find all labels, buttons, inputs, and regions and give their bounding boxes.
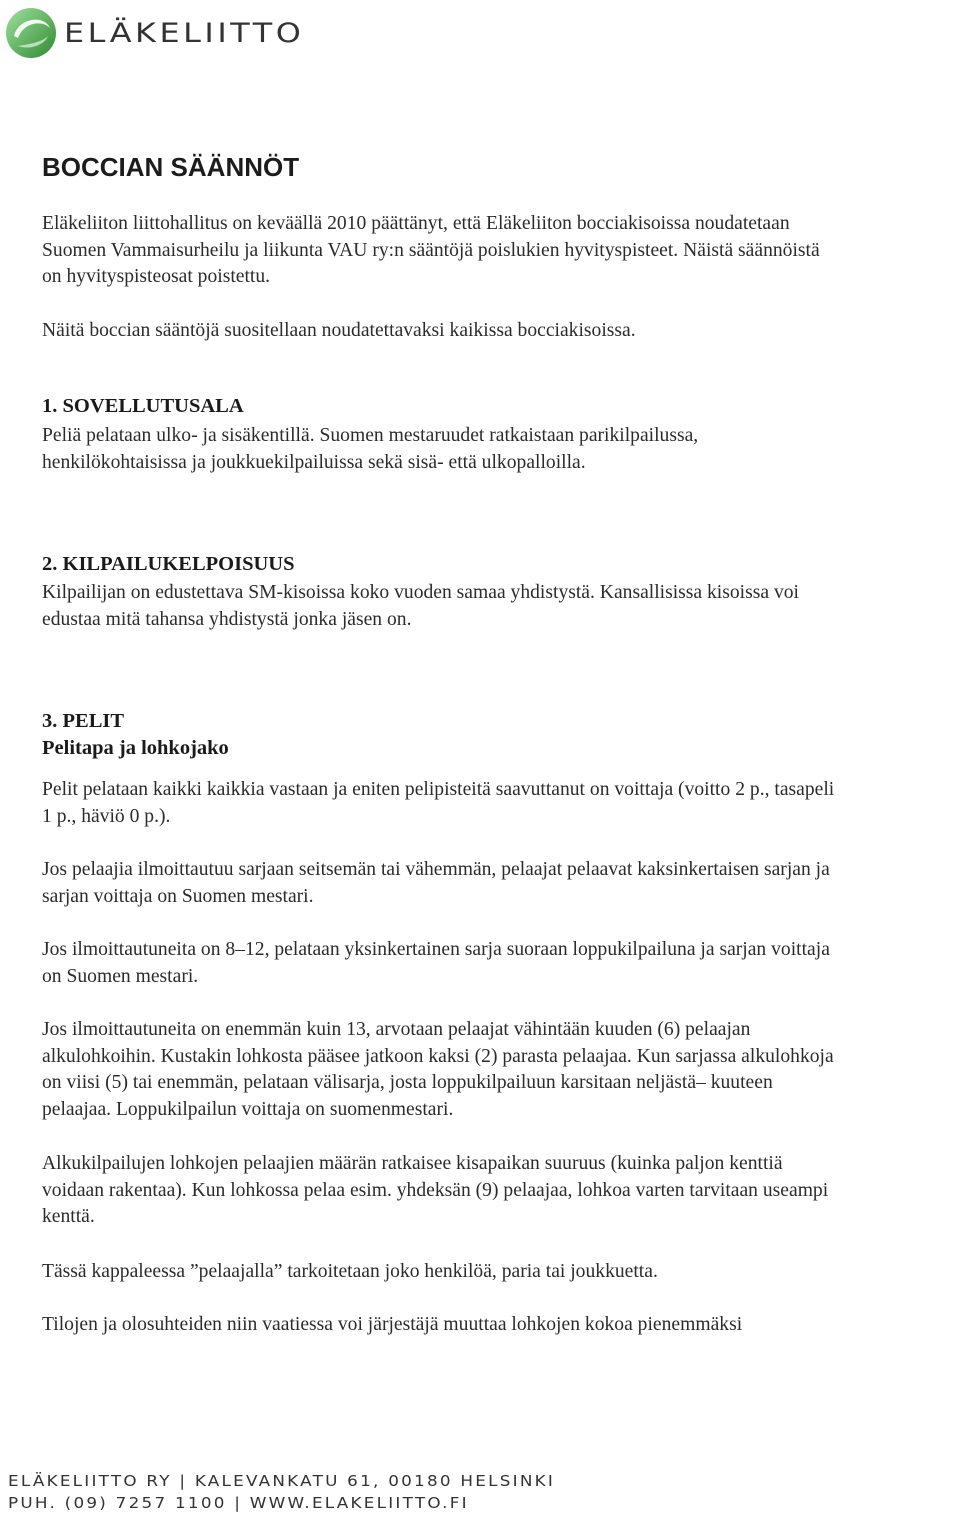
text-line: Jos ilmoittautuneita on 8–12, pelataan yksinkertainen sarja suoraan loppukilpailuna ja sarjan voittaja xyxy=(42,939,830,960)
text-line: Alkukilpailujen lohkojen pelaajien määrän ratkaisee kisapaikan suuruus (kuinka paljon kenttiä xyxy=(42,1153,783,1174)
intro-paragraph xyxy=(42,211,960,291)
text-line: Jos ilmoittautuneita on enemmän kuin 13, arvotaan pelaajat vähintään kuuden (6) pelaajan xyxy=(42,1019,751,1040)
text-line: Suomen Vammaisurheilu ja liikunta VAU ry:n sääntöjä poislukien hyvityspisteet. Näistä säännöistä xyxy=(42,239,820,261)
section-paragraph xyxy=(42,1151,960,1231)
text-line: kenttä. xyxy=(42,1206,95,1227)
logo-swirl-icon xyxy=(4,6,58,60)
text-line: Pelit pelataan kaikki kaikkia vastaan ja eniten pelipisteitä saavuttanut on voittaja (voitto 2 p., tasapeli xyxy=(42,779,835,800)
text-line: henkilökohtaisissa ja joukkuekilpailuissa sekä sisä- että ulkopalloilla. xyxy=(42,451,586,473)
text-line: Peliä pelataan ulko- ja sisäkentillä. Suomen mestaruudet ratkaistaan parikilpailussa, xyxy=(42,425,699,446)
section-heading: 2. KILPAILUKELPOISUUS xyxy=(42,553,295,575)
footer-contact: PUH. (09) 7257 1100 | WWW.ELAKELIITTO.FI xyxy=(8,1494,469,1512)
text-line: 1 p., häviö 0 p.). xyxy=(42,805,171,827)
section-paragraph xyxy=(42,937,960,990)
text-line: on viisi (5) tai enemmän, pelataan välisarja, josta loppukilpailuun karsitaan neljästä– kuuteen xyxy=(42,1072,773,1093)
intro-paragraph xyxy=(42,318,960,345)
section-paragraph xyxy=(42,1259,960,1286)
text-line: pelaajaa. Loppukilpailun voittaja on suomenmestari. xyxy=(42,1098,454,1120)
logo-wordmark: ELÄKELIITTO xyxy=(64,17,305,49)
section-heading: 3. PELIT xyxy=(42,710,125,732)
text-line: on Suomen mestari. xyxy=(42,965,199,987)
section-paragraph xyxy=(42,857,960,910)
text-line: Kilpailijan on edustettava SM-kisoissa koko vuoden samaa yhdistystä. Kansallisissa kisoissa voi xyxy=(42,582,799,603)
text-line: voidaan rakentaa). Kun lohkossa pelaa esim. yhdeksän (9) pelaajaa, lohkoa varten tarvitaan useampi xyxy=(42,1179,829,1201)
section-subheading: Pelitapa ja lohkojako xyxy=(42,737,229,759)
text-line: Näitä boccian sääntöjä suositellaan noudatettavaksi kaikissa bocciakisoissa. xyxy=(42,320,636,341)
text-line: sarjan voittaja on Suomen mestari. xyxy=(42,885,314,907)
text-line: Jos pelaajia ilmoittautuu sarjaan seitsemän tai vähemmän, pelaajat pelaavat kaksinkertaisen sarjan ja xyxy=(42,859,830,880)
section-paragraph xyxy=(42,1017,960,1123)
organization-logo xyxy=(4,2,305,64)
text-line: edustaa mitä tahansa yhdistystä jonka jäsen on. xyxy=(42,608,412,630)
text-line: on hyvityspisteosat poistettu. xyxy=(42,266,271,287)
text-line: Tässä kappaleessa ”pelaajalla” tarkoitetaan joko henkilöä, paria tai joukkuetta. xyxy=(42,1261,658,1282)
section-paragraph xyxy=(42,1312,960,1339)
footer-address: ELÄKELIITTO RY | KALEVANKATU 61, 00180 HELSINKI xyxy=(8,1472,556,1490)
section-paragraph xyxy=(42,580,960,633)
section-heading: 1. SOVELLUTUSALA xyxy=(42,395,244,417)
text-line: alkulohkoihin. Kustakin lohkosta pääsee jatkoon kaksi (2) parasta pelaajaa. Kun sarjassa alkulohkoja xyxy=(42,1045,834,1067)
text-line: Tilojen ja olosuhteiden niin vaatiessa voi järjestäjä muuttaa lohkojen kokoa pienemmäksi xyxy=(42,1314,743,1335)
section-paragraph xyxy=(42,423,960,476)
section-paragraph xyxy=(42,777,960,830)
document-title: BOCCIAN SÄÄNNÖT xyxy=(42,152,300,182)
text-line: Eläkeliiton liittohallitus on keväällä 2010 päättänyt, että Eläkeliiton bocciakisoissa noudatetaan xyxy=(42,213,790,234)
